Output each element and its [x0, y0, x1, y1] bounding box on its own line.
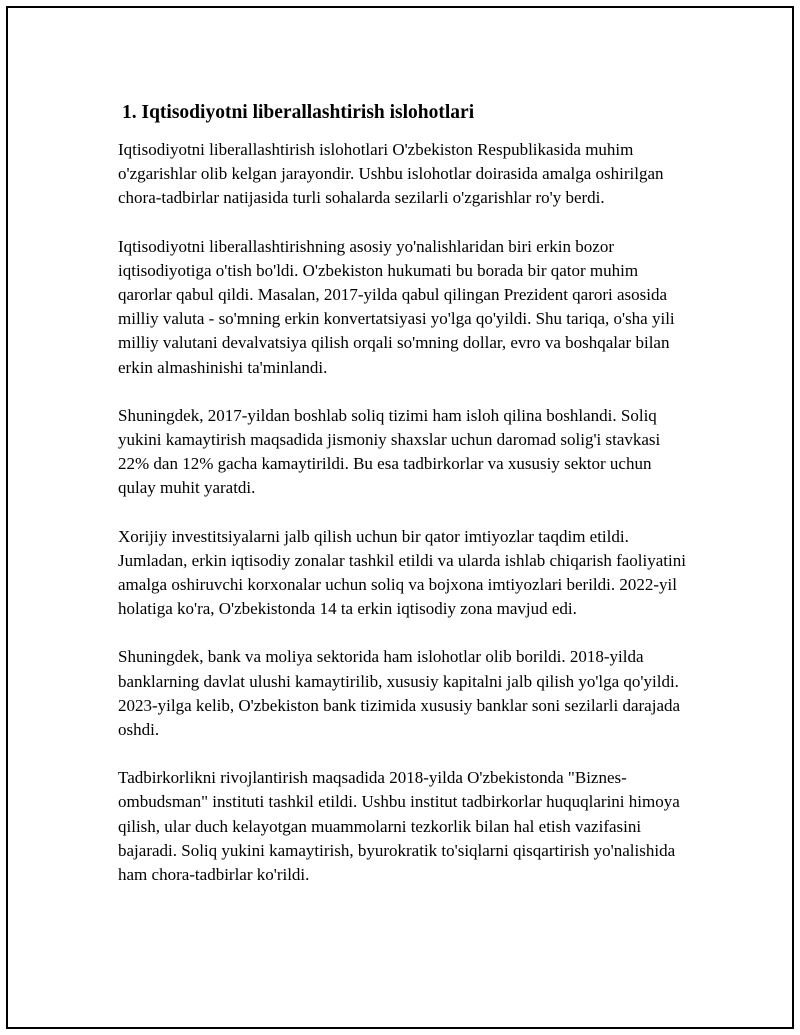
paragraph-6: Tadbirkorlikni rivojlantirish maqsadida 2018-yilda O'zbekistonda "Biznes-ombudsman" instituti tashkil etildi. Ushbu institut tadbirkorlar huquqlarini himoya qilish, ular duch kelayotgan muammolarni tezkorlik bilan hal etish vazifasini bajaradi. Soliq yukini kamaytirish, byurokratik to'siqlarni qisqartirish yo'nalishida ham chora-tadbirlar ko'rildi.: [118, 768, 680, 885]
document-body: [118, 100, 688, 911]
paragraph-5: Shuningdek, bank va moliya sektorida ham islohotlar olib borildi. 2018-yilda banklarning davlat ulushi kamaytirilib, xususiy kapitalni jalb qilish yo'lga qo'yildi. 2023-yilga kelib, O'zbekiston bank tizimida xususiy banklar soni sezilarli darajada oshdi.: [118, 647, 681, 740]
paragraph-2: Iqtisodiyotni liberallashtirishning asosiy yo'nalishlaridan biri erkin bozor iqtisodiyotiga o'tish bo'ldi. O'zbekiston hukumati bu borada bir qator muhim qarorlar qabul qildi. Masalan, 2017-yilda qabul qilingan Prezident qarori asosida milliy valuta - so'mning erkin konvertatsiyasi yo'lga qo'yildi. Shu tariqa, o'sha yili milliy valutani devalvatsiya qilish orqali so'mning dollar, evro va boshqalar bilan erkin almashinishi ta'minlandi.: [118, 236, 675, 377]
paragraph-3: Shuningdek, 2017-yildan boshlab soliq tizimi ham isloh qilina boshlandi. Soliq yukini kamaytirish maqsadida jismoniy shaxslar uchun daromad solig'i stavkasi 22% dan 12% gacha kamaytirildi. Bu esa tadbirkorlar va xususiy sektor uchun qulay muhit yaratdi.: [118, 405, 661, 498]
section-heading: 1. Iqtisodiyotni liberallashtirish islohotlari: [122, 102, 475, 123]
paragraph-1: Iqtisodiyotni liberallashtirish islohotlari O'zbekiston Respublikasida muhim o'zgarishlar olib kelgan jarayondir. Ushbu islohotlar doirasida amalga oshirilgan chora-tadbirlar natijasida turli sohalarda sezilarli o'zgarishlar ro'y berdi.: [118, 140, 664, 208]
page-border: [6, 6, 794, 1029]
paragraph-4: Xorijiy investitsiyalarni jalb qilish uchun bir qator imtiyozlar taqdim etildi. Jumladan, erkin iqtisodiy zonalar tashkil etildi va ularda ishlab chiqarish faoliyatini amalga oshiruvchi korxonalar uchun soliq va bojxona imtiyozlari berildi. 2022-yil holatiga ko'ra, O'zbekistonda 14 ta erkin iqtisodiy zona mavjud edi.: [118, 526, 686, 619]
